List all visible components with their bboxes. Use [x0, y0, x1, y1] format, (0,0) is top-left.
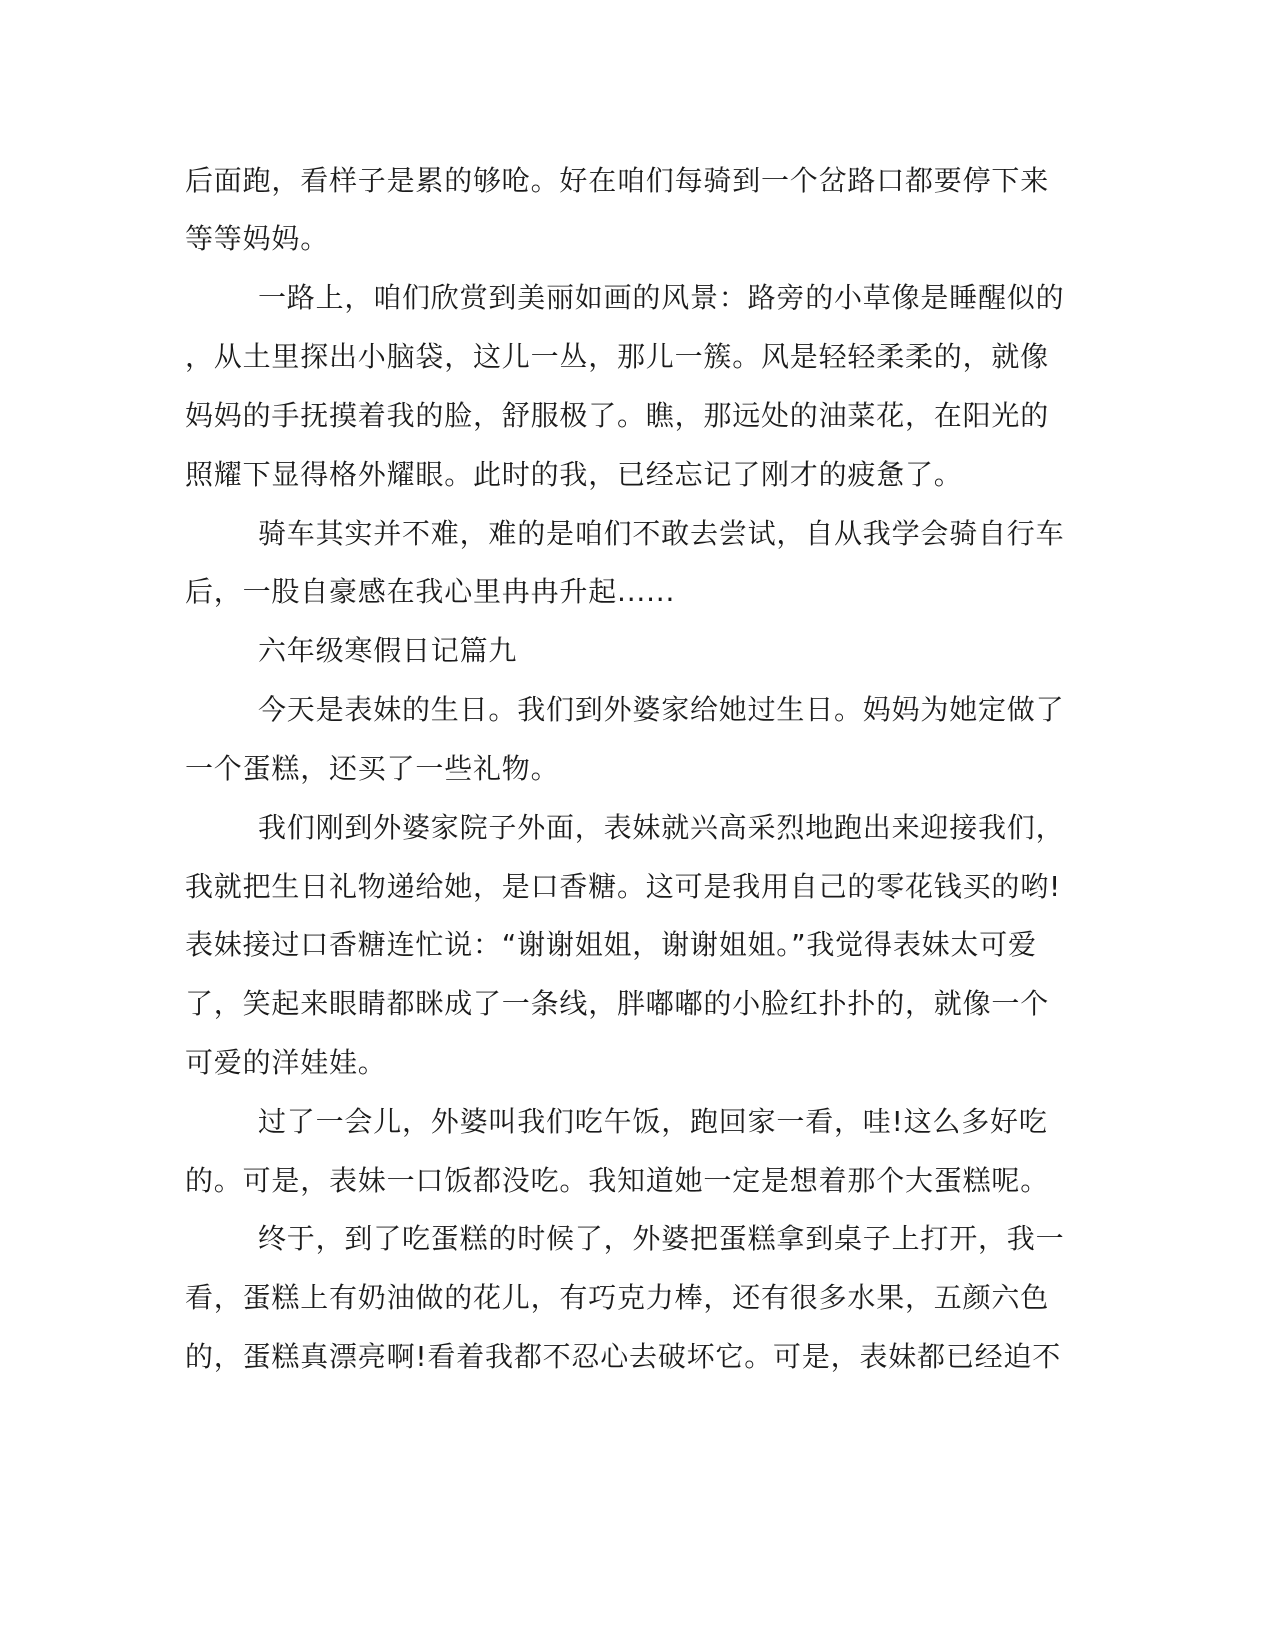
- text-line: 看，蛋糕上有奶油做的花儿，有巧克力棒，还有很多水果，五颜六色: [185, 1281, 1050, 1314]
- text-line: 表妹接过口香糖连忙说：“谢谢姐姐，谢谢姐姐。”我觉得表妹太可爱: [185, 928, 1037, 961]
- text-line: 照耀下显得格外耀眼。此时的我，已经忘记了刚才的疲惫了。: [185, 458, 963, 491]
- paragraph-start-line: 终于，到了吃蛋糕的时候了，外婆把蛋糕拿到桌子上打开，我一: [258, 1222, 1065, 1255]
- text-line: 我就把生日礼物递给她，是口香糖。这可是我用自己的零花钱买的哟!: [185, 870, 1062, 903]
- text-line: 的，蛋糕真漂亮啊!看着我都不忍心去破坏它。可是，表妹都已经迫不: [185, 1340, 1062, 1373]
- text-line: 可爱的洋娃娃。: [185, 1046, 387, 1079]
- text-line: 等等妈妈。: [185, 222, 330, 255]
- paragraph-start-line: 我们刚到外婆家院子外面，表妹就兴高采烈地跑出来迎接我们，: [258, 811, 1065, 844]
- text-line: 后面跑，看样子是累的够呛。好在咱们每骑到一个岔路口都要停下来: [185, 164, 1050, 197]
- section-heading: 六年级寒假日记篇九: [258, 634, 518, 667]
- text-line: 妈妈的手抚摸着我的脸，舒服极了。瞧，那远处的油菜花，在阳光的: [185, 399, 1050, 432]
- text-line: 的。可是，表妹一口饭都没吃。我知道她一定是想着那个大蛋糕呢。: [185, 1164, 1050, 1197]
- paragraph-start-line: 骑车其实并不难，难的是咱们不敢去尝试，自从我学会骑自行车: [258, 517, 1065, 550]
- text-line: ，从土里探出小脑袋，这儿一丛，那儿一簇。风是轻轻柔柔的，就像: [185, 340, 1050, 373]
- text-line: 一个蛋糕，还买了一些礼物。: [185, 752, 560, 785]
- paragraph-start-line: 今天是表妹的生日。我们到外婆家给她过生日。妈妈为她定做了: [258, 693, 1065, 726]
- text-line: 后，一股自豪感在我心里冉冉升起......: [185, 575, 676, 608]
- text-line: 了，笑起来眼睛都眯成了一条线，胖嘟嘟的小脸红扑扑的，就像一个: [185, 987, 1050, 1020]
- paragraph-start-line: 过了一会儿，外婆叫我们吃午饭，跑回家一看，哇!这么多好吃: [258, 1105, 1048, 1138]
- paragraph-start-line: 一路上，咱们欣赏到美丽如画的风景：路旁的小草像是睡醒似的: [258, 281, 1065, 314]
